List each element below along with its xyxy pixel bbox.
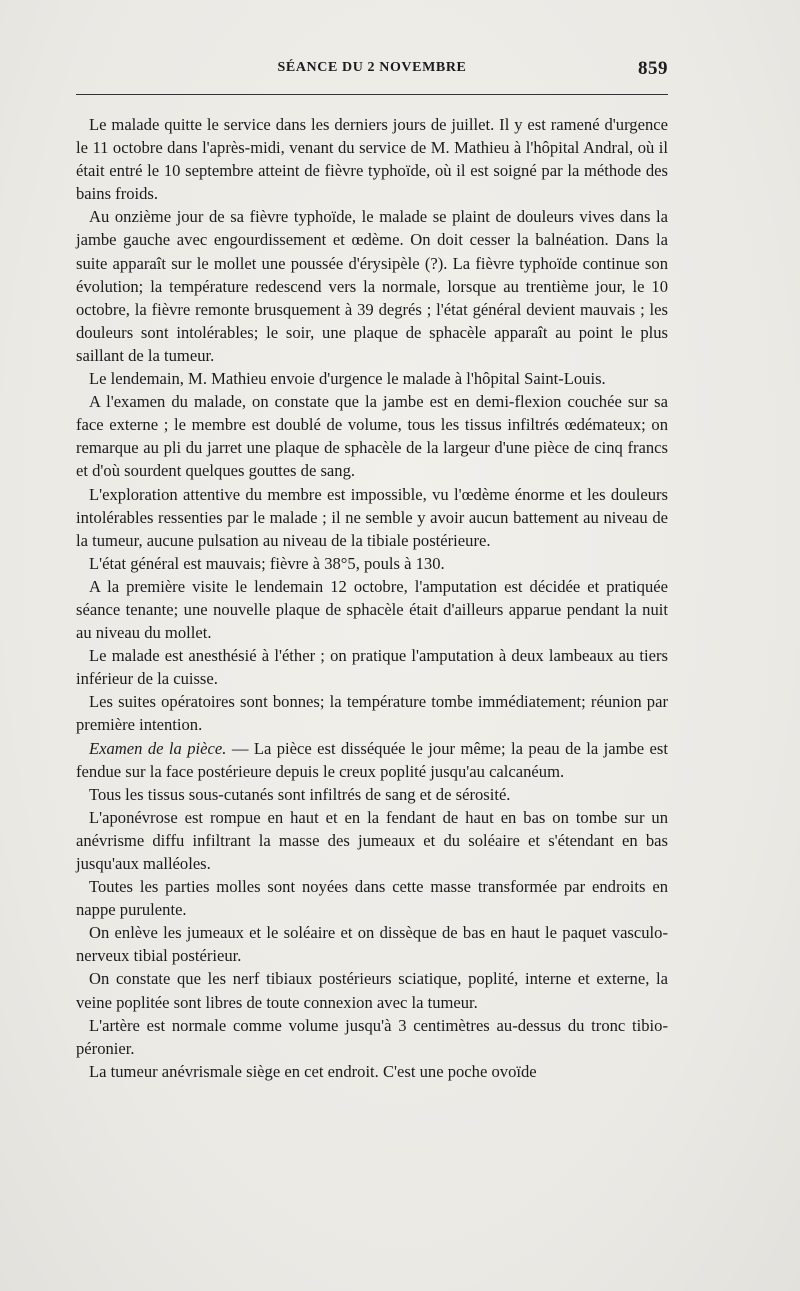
paragraph: Le lendemain, M. Mathieu envoie d'urgence le malade à l'hôpital Saint-Louis.: [89, 369, 606, 389]
paragraph: L'aponévrose est rompue en haut et en la fendant de haut en bas on tombe sur un anévrisme diffu infiltrant la masse des jumeaux et du soléaire et s'étendant en bas jusqu'aux malléoles.: [76, 807, 668, 873]
paragraph-examen: [76, 737, 668, 783]
examen-title: Examen de la pièce.: [89, 738, 227, 758]
paragraph: L'exploration attentive du membre est impossible, vu l'œdème énorme et les douleurs intolérables ressenties par le malade ; il ne semble y avoir aucun battement au niveau de la tumeur, aucune pulsation au niveau de la tibiale postérieure.: [76, 484, 668, 550]
page-header: [76, 58, 668, 82]
paragraph: A l'examen du malade, on constate que la jambe est en demi-flexion couchée sur sa face externe ; le membre est doublé de volume, tous les tissus infiltrés œdémateux; on remarque au pli du jarret une plaque de sphacèle de la largeur d'une pièce de cinq francs et d'où sourdent quelques gouttes de sang.: [76, 392, 668, 481]
body-text: [76, 113, 668, 1083]
paragraph: On enlève les jumeaux et le soléaire et on dissèque de bas en haut le paquet vasculo-nerveux tibial postérieur.: [76, 923, 668, 966]
paragraph: Toutes les parties molles sont noyées dans cette masse transformée par endroits en nappe purulente.: [76, 877, 668, 920]
header-rule: [76, 94, 668, 95]
examen-text: — La pièce est disséquée le jour même; la peau de la jambe est fendue sur la face postérieure depuis le creux poplité jusqu'au calcanéum.: [76, 738, 668, 781]
paragraph: A la première visite le lendemain 12 octobre, l'amputation est décidée et pratiquée séance tenante; une nouvelle plaque de sphacèle était d'ailleurs apparue pendant la nuit au niveau du mollet.: [76, 576, 668, 643]
paragraph: On constate que les nerf tibiaux postérieurs sciatique, poplité, interne et externe, la veine poplitée sont libres de toute connexion avec la tumeur.: [76, 969, 668, 1012]
paragraph: Au onzième jour de sa fièvre typhoïde, le malade se plaint de douleurs vives dans la jambe gauche avec engourdissement et œdème. On doit cesser la balnéation. Dans la suite apparaît sur le mollet une poussée d'érysipèle (?). La fièvre typhoïde continue son évolution; la température redescend vers la normale, lorsque au trentième jour, le 10 octobre, la fièvre remonte brusquement à 39 degrés ; l'état général devient mauvais ; les douleurs sont intolérables; le soir, une plaque de sphacèle apparaît au point le plus saillant de la tumeur.: [76, 207, 668, 365]
paragraph: Le malade est anesthésié à l'éther ; on pratique l'amputation à deux lambeaux au tiers inférieur de la cuisse.: [76, 646, 668, 689]
page-number: 859: [638, 58, 668, 79]
paragraph: Tous les tissus sous-cutanés sont infiltrés de sang et de sérosité.: [89, 784, 511, 804]
paragraph: Les suites opératoires sont bonnes; la température tombe immédiatement; réunion par première intention.: [76, 692, 668, 735]
running-head: SÉANCE DU 2 NOVEMBRE: [277, 60, 467, 75]
paragraph: La tumeur anévrismale siège en cet endroit. C'est une poche ovoïde: [89, 1061, 537, 1081]
paragraph: L'état général est mauvais; fièvre à 38°5, pouls à 130.: [89, 553, 445, 573]
paragraph: L'artère est normale comme volume jusqu'à 3 centimètres au-dessus du tronc tibio-péronier.: [76, 1015, 668, 1058]
paragraph: Le malade quitte le service dans les derniers jours de juillet. Il y est ramené d'urgence le 11 octobre dans l'après-midi, venant du service de M. Mathieu à l'hôpital Andral, où il était entré le 10 septembre atteint de fièvre typhoïde, où il est soigné par la méthode des bains froids.: [76, 115, 668, 204]
